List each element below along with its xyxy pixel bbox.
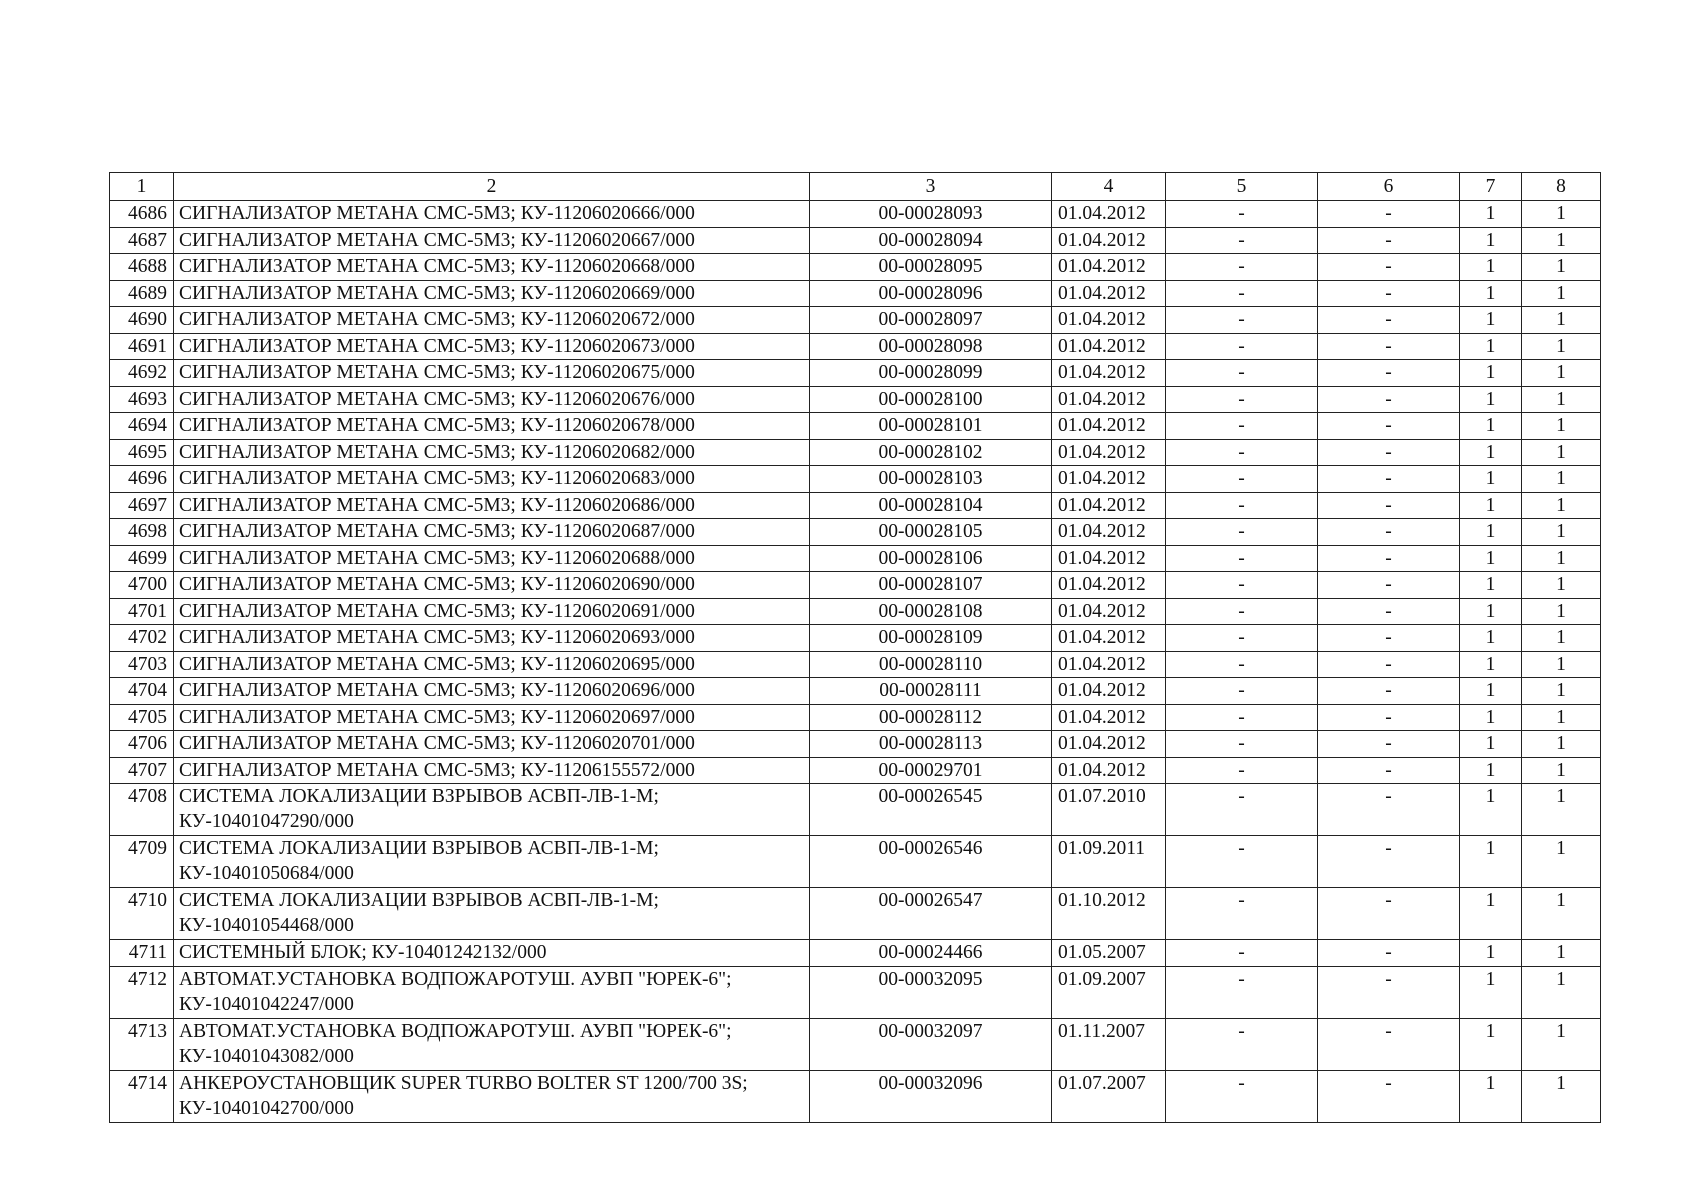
- col8-value-cell: 1: [1522, 966, 1601, 1018]
- col7-value-cell: 1: [1460, 731, 1522, 758]
- table-row: [110, 201, 1601, 228]
- table-row: [110, 492, 1601, 519]
- row-number-cell: 4701: [110, 598, 174, 625]
- item-name-cell: СИГНАЛИЗАТОР МЕТАНА СМС-5М3; КУ-11206155572/000: [174, 757, 810, 784]
- table-row: [110, 678, 1601, 705]
- col5-value-cell: -: [1166, 940, 1318, 967]
- col7-value-cell: 1: [1460, 966, 1522, 1018]
- col7-value-cell: 1: [1460, 254, 1522, 281]
- table-row: [110, 572, 1601, 599]
- col6-value-cell: -: [1318, 940, 1460, 967]
- col8-value-cell: 1: [1522, 678, 1601, 705]
- col8-value-cell: 1: [1522, 836, 1601, 888]
- inventory-code-cell: 00-00028103: [810, 466, 1052, 493]
- table-row: [110, 888, 1601, 940]
- date-cell: 01.04.2012: [1052, 466, 1166, 493]
- date-cell: 01.04.2012: [1052, 678, 1166, 705]
- row-number-cell: 4692: [110, 360, 174, 387]
- item-name-cell: СИГНАЛИЗАТОР МЕТАНА СМС-5М3; КУ-11206020668/000: [174, 254, 810, 281]
- table-row: [110, 1070, 1601, 1122]
- table-row: [110, 519, 1601, 546]
- col5-value-cell: -: [1166, 651, 1318, 678]
- table-body: [110, 201, 1601, 1123]
- header-col-2: 2: [174, 173, 810, 201]
- table-row: [110, 280, 1601, 307]
- item-name-cell: СИГНАЛИЗАТОР МЕТАНА СМС-5М3; КУ-11206020697/000: [174, 704, 810, 731]
- item-name-cell: АНКЕРОУСТАНОВЩИК SUPER TURBO BOLTER ST 1200/700 3S; КУ-10401042700/000: [174, 1070, 810, 1122]
- col5-value-cell: -: [1166, 1070, 1318, 1122]
- row-number-cell: 4695: [110, 439, 174, 466]
- row-number-cell: 4714: [110, 1070, 174, 1122]
- col5-value-cell: -: [1166, 227, 1318, 254]
- col7-value-cell: 1: [1460, 386, 1522, 413]
- col6-value-cell: -: [1318, 492, 1460, 519]
- table-row: [110, 333, 1601, 360]
- table-row: [110, 1018, 1601, 1070]
- col6-value-cell: -: [1318, 466, 1460, 493]
- col8-value-cell: 1: [1522, 466, 1601, 493]
- col5-value-cell: -: [1166, 678, 1318, 705]
- table-row: [110, 651, 1601, 678]
- inventory-code-cell: 00-00028112: [810, 704, 1052, 731]
- table-row: [110, 360, 1601, 387]
- col8-value-cell: 1: [1522, 307, 1601, 334]
- col5-value-cell: -: [1166, 731, 1318, 758]
- table-row: [110, 625, 1601, 652]
- col7-value-cell: 1: [1460, 439, 1522, 466]
- col7-value-cell: 1: [1460, 678, 1522, 705]
- table-row: [110, 545, 1601, 572]
- table-row: [110, 940, 1601, 967]
- col7-value-cell: 1: [1460, 1018, 1522, 1070]
- row-number-cell: 4687: [110, 227, 174, 254]
- col6-value-cell: -: [1318, 227, 1460, 254]
- col5-value-cell: -: [1166, 439, 1318, 466]
- table-row: [110, 731, 1601, 758]
- date-cell: 01.07.2007: [1052, 1070, 1166, 1122]
- table-row: [110, 757, 1601, 784]
- inventory-code-cell: 00-00026545: [810, 784, 1052, 836]
- inventory-code-cell: 00-00028099: [810, 360, 1052, 387]
- col6-value-cell: -: [1318, 888, 1460, 940]
- item-name-cell: СИГНАЛИЗАТОР МЕТАНА СМС-5М3; КУ-11206020682/000: [174, 439, 810, 466]
- col7-value-cell: 1: [1460, 360, 1522, 387]
- inventory-table: [109, 172, 1601, 1123]
- col8-value-cell: 1: [1522, 439, 1601, 466]
- inventory-code-cell: 00-00028096: [810, 280, 1052, 307]
- table-row: [110, 598, 1601, 625]
- col5-value-cell: -: [1166, 784, 1318, 836]
- col5-value-cell: -: [1166, 254, 1318, 281]
- table-row: [110, 254, 1601, 281]
- date-cell: 01.04.2012: [1052, 333, 1166, 360]
- col8-value-cell: 1: [1522, 386, 1601, 413]
- col6-value-cell: -: [1318, 572, 1460, 599]
- col6-value-cell: -: [1318, 333, 1460, 360]
- date-cell: 01.07.2010: [1052, 784, 1166, 836]
- col5-value-cell: -: [1166, 386, 1318, 413]
- item-name-cell: СИГНАЛИЗАТОР МЕТАНА СМС-5М3; КУ-11206020690/000: [174, 572, 810, 599]
- col6-value-cell: -: [1318, 598, 1460, 625]
- col6-value-cell: -: [1318, 836, 1460, 888]
- col5-value-cell: -: [1166, 519, 1318, 546]
- col7-value-cell: 1: [1460, 888, 1522, 940]
- table-row: [110, 836, 1601, 888]
- date-cell: 01.04.2012: [1052, 439, 1166, 466]
- col6-value-cell: -: [1318, 704, 1460, 731]
- item-name-cell: СИГНАЛИЗАТОР МЕТАНА СМС-5М3; КУ-11206020666/000: [174, 201, 810, 228]
- date-cell: 01.04.2012: [1052, 492, 1166, 519]
- date-cell: 01.10.2012: [1052, 888, 1166, 940]
- inventory-code-cell: 00-00028101: [810, 413, 1052, 440]
- item-name-cell: СИГНАЛИЗАТОР МЕТАНА СМС-5М3; КУ-11206020687/000: [174, 519, 810, 546]
- col8-value-cell: 1: [1522, 940, 1601, 967]
- col5-value-cell: -: [1166, 333, 1318, 360]
- col7-value-cell: 1: [1460, 413, 1522, 440]
- col7-value-cell: 1: [1460, 492, 1522, 519]
- date-cell: 01.04.2012: [1052, 651, 1166, 678]
- item-name-cell: СИГНАЛИЗАТОР МЕТАНА СМС-5М3; КУ-11206020673/000: [174, 333, 810, 360]
- col7-value-cell: 1: [1460, 651, 1522, 678]
- table-row: [110, 227, 1601, 254]
- col7-value-cell: 1: [1460, 333, 1522, 360]
- col5-value-cell: -: [1166, 836, 1318, 888]
- item-name-cell: СИГНАЛИЗАТОР МЕТАНА СМС-5М3; КУ-11206020667/000: [174, 227, 810, 254]
- inventory-code-cell: 00-00032096: [810, 1070, 1052, 1122]
- col6-value-cell: -: [1318, 519, 1460, 546]
- col6-value-cell: -: [1318, 439, 1460, 466]
- col6-value-cell: -: [1318, 280, 1460, 307]
- row-number-cell: 4686: [110, 201, 174, 228]
- col7-value-cell: 1: [1460, 1070, 1522, 1122]
- col7-value-cell: 1: [1460, 598, 1522, 625]
- date-cell: 01.09.2007: [1052, 966, 1166, 1018]
- inventory-code-cell: 00-00028107: [810, 572, 1052, 599]
- date-cell: 01.05.2007: [1052, 940, 1166, 967]
- col6-value-cell: -: [1318, 360, 1460, 387]
- col8-value-cell: 1: [1522, 757, 1601, 784]
- item-name-cell: СИГНАЛИЗАТОР МЕТАНА СМС-5М3; КУ-11206020696/000: [174, 678, 810, 705]
- col6-value-cell: -: [1318, 678, 1460, 705]
- row-number-cell: 4707: [110, 757, 174, 784]
- col8-value-cell: 1: [1522, 519, 1601, 546]
- col8-value-cell: 1: [1522, 227, 1601, 254]
- date-cell: 01.04.2012: [1052, 201, 1166, 228]
- date-cell: 01.04.2012: [1052, 572, 1166, 599]
- row-number-cell: 4702: [110, 625, 174, 652]
- col6-value-cell: -: [1318, 1018, 1460, 1070]
- row-number-cell: 4690: [110, 307, 174, 334]
- row-number-cell: 4689: [110, 280, 174, 307]
- item-name-cell: СИГНАЛИЗАТОР МЕТАНА СМС-5М3; КУ-11206020675/000: [174, 360, 810, 387]
- col5-value-cell: -: [1166, 360, 1318, 387]
- col8-value-cell: 1: [1522, 1070, 1601, 1122]
- header-col-7: 7: [1460, 173, 1522, 201]
- col7-value-cell: 1: [1460, 307, 1522, 334]
- col8-value-cell: 1: [1522, 360, 1601, 387]
- date-cell: 01.04.2012: [1052, 757, 1166, 784]
- inventory-code-cell: 00-00028104: [810, 492, 1052, 519]
- col8-value-cell: 1: [1522, 731, 1601, 758]
- col7-value-cell: 1: [1460, 545, 1522, 572]
- header-col-5: 5: [1166, 173, 1318, 201]
- inventory-code-cell: 00-00032097: [810, 1018, 1052, 1070]
- col8-value-cell: 1: [1522, 1018, 1601, 1070]
- col7-value-cell: 1: [1460, 466, 1522, 493]
- col7-value-cell: 1: [1460, 784, 1522, 836]
- col5-value-cell: -: [1166, 888, 1318, 940]
- col6-value-cell: -: [1318, 625, 1460, 652]
- col8-value-cell: 1: [1522, 201, 1601, 228]
- row-number-cell: 4688: [110, 254, 174, 281]
- item-name-cell: СИСТЕМА ЛОКАЛИЗАЦИИ ВЗРЫВОВ АСВП-ЛВ-1-М; КУ-10401050684/000: [174, 836, 810, 888]
- row-number-cell: 4697: [110, 492, 174, 519]
- col7-value-cell: 1: [1460, 201, 1522, 228]
- row-number-cell: 4700: [110, 572, 174, 599]
- item-name-cell: СИГНАЛИЗАТОР МЕТАНА СМС-5М3; КУ-11206020701/000: [174, 731, 810, 758]
- row-number-cell: 4698: [110, 519, 174, 546]
- table-row: [110, 784, 1601, 836]
- col5-value-cell: -: [1166, 704, 1318, 731]
- table-row: [110, 413, 1601, 440]
- col8-value-cell: 1: [1522, 784, 1601, 836]
- inventory-code-cell: 00-00028095: [810, 254, 1052, 281]
- row-number-cell: 4705: [110, 704, 174, 731]
- item-name-cell: СИСТЕМА ЛОКАЛИЗАЦИИ ВЗРЫВОВ АСВП-ЛВ-1-М; КУ-10401054468/000: [174, 888, 810, 940]
- item-name-cell: СИГНАЛИЗАТОР МЕТАНА СМС-5М3; КУ-11206020695/000: [174, 651, 810, 678]
- col6-value-cell: -: [1318, 201, 1460, 228]
- col6-value-cell: -: [1318, 966, 1460, 1018]
- date-cell: 01.04.2012: [1052, 598, 1166, 625]
- item-name-cell: СИГНАЛИЗАТОР МЕТАНА СМС-5М3; КУ-11206020678/000: [174, 413, 810, 440]
- col8-value-cell: 1: [1522, 598, 1601, 625]
- col5-value-cell: -: [1166, 572, 1318, 599]
- col7-value-cell: 1: [1460, 519, 1522, 546]
- item-name-cell: СИГНАЛИЗАТОР МЕТАНА СМС-5М3; КУ-11206020672/000: [174, 307, 810, 334]
- date-cell: 01.04.2012: [1052, 254, 1166, 281]
- header-col-8: 8: [1522, 173, 1601, 201]
- row-number-cell: 4711: [110, 940, 174, 967]
- table-row: [110, 439, 1601, 466]
- date-cell: 01.04.2012: [1052, 731, 1166, 758]
- item-name-cell: АВТОМАТ.УСТАНОВКА ВОДПОЖАРОТУШ. АУВП "ЮРЕК-6"; КУ-10401043082/000: [174, 1018, 810, 1070]
- row-number-cell: 4693: [110, 386, 174, 413]
- row-number-cell: 4696: [110, 466, 174, 493]
- item-name-cell: СИСТЕМА ЛОКАЛИЗАЦИИ ВЗРЫВОВ АСВП-ЛВ-1-М; КУ-10401047290/000: [174, 784, 810, 836]
- date-cell: 01.11.2007: [1052, 1018, 1166, 1070]
- col5-value-cell: -: [1166, 413, 1318, 440]
- col6-value-cell: -: [1318, 1070, 1460, 1122]
- inventory-code-cell: 00-00028105: [810, 519, 1052, 546]
- col8-value-cell: 1: [1522, 651, 1601, 678]
- header-col-6: 6: [1318, 173, 1460, 201]
- inventory-code-cell: 00-00028106: [810, 545, 1052, 572]
- col6-value-cell: -: [1318, 731, 1460, 758]
- col5-value-cell: -: [1166, 966, 1318, 1018]
- col6-value-cell: -: [1318, 784, 1460, 836]
- row-number-cell: 4691: [110, 333, 174, 360]
- inventory-code-cell: 00-00028093: [810, 201, 1052, 228]
- date-cell: 01.04.2012: [1052, 519, 1166, 546]
- item-name-cell: АВТОМАТ.УСТАНОВКА ВОДПОЖАРОТУШ. АУВП "ЮРЕК-6"; КУ-10401042247/000: [174, 966, 810, 1018]
- inventory-code-cell: 00-00028102: [810, 439, 1052, 466]
- col8-value-cell: 1: [1522, 280, 1601, 307]
- header-col-1: 1: [110, 173, 174, 201]
- col7-value-cell: 1: [1460, 625, 1522, 652]
- inventory-code-cell: 00-00028098: [810, 333, 1052, 360]
- row-number-cell: 4704: [110, 678, 174, 705]
- inventory-code-cell: 00-00028097: [810, 307, 1052, 334]
- table-row: [110, 386, 1601, 413]
- row-number-cell: 4703: [110, 651, 174, 678]
- col8-value-cell: 1: [1522, 625, 1601, 652]
- col8-value-cell: 1: [1522, 492, 1601, 519]
- table-row: [110, 704, 1601, 731]
- date-cell: 01.04.2012: [1052, 360, 1166, 387]
- col7-value-cell: 1: [1460, 757, 1522, 784]
- col5-value-cell: -: [1166, 757, 1318, 784]
- date-cell: 01.04.2012: [1052, 386, 1166, 413]
- col6-value-cell: -: [1318, 413, 1460, 440]
- table-row: [110, 966, 1601, 1018]
- date-cell: 01.04.2012: [1052, 625, 1166, 652]
- col5-value-cell: -: [1166, 492, 1318, 519]
- col5-value-cell: -: [1166, 598, 1318, 625]
- inventory-code-cell: 00-00028094: [810, 227, 1052, 254]
- table-row: [110, 466, 1601, 493]
- header-row: [110, 173, 1601, 201]
- row-number-cell: 4710: [110, 888, 174, 940]
- inventory-code-cell: 00-00028108: [810, 598, 1052, 625]
- date-cell: 01.04.2012: [1052, 413, 1166, 440]
- col8-value-cell: 1: [1522, 888, 1601, 940]
- col7-value-cell: 1: [1460, 704, 1522, 731]
- row-number-cell: 4709: [110, 836, 174, 888]
- table-row: [110, 307, 1601, 334]
- inventory-code-cell: 00-00032095: [810, 966, 1052, 1018]
- col6-value-cell: -: [1318, 545, 1460, 572]
- col5-value-cell: -: [1166, 1018, 1318, 1070]
- col7-value-cell: 1: [1460, 836, 1522, 888]
- col8-value-cell: 1: [1522, 704, 1601, 731]
- inventory-code-cell: 00-00028111: [810, 678, 1052, 705]
- inventory-code-cell: 00-00029701: [810, 757, 1052, 784]
- header-col-4: 4: [1052, 173, 1166, 201]
- col6-value-cell: -: [1318, 254, 1460, 281]
- col8-value-cell: 1: [1522, 333, 1601, 360]
- inventory-code-cell: 00-00028113: [810, 731, 1052, 758]
- col7-value-cell: 1: [1460, 227, 1522, 254]
- col7-value-cell: 1: [1460, 280, 1522, 307]
- item-name-cell: СИГНАЛИЗАТОР МЕТАНА СМС-5М3; КУ-11206020686/000: [174, 492, 810, 519]
- row-number-cell: 4699: [110, 545, 174, 572]
- col8-value-cell: 1: [1522, 254, 1601, 281]
- item-name-cell: СИГНАЛИЗАТОР МЕТАНА СМС-5М3; КУ-11206020683/000: [174, 466, 810, 493]
- item-name-cell: СИГНАЛИЗАТОР МЕТАНА СМС-5М3; КУ-11206020691/000: [174, 598, 810, 625]
- row-number-cell: 4713: [110, 1018, 174, 1070]
- item-name-cell: СИГНАЛИЗАТОР МЕТАНА СМС-5М3; КУ-11206020688/000: [174, 545, 810, 572]
- col8-value-cell: 1: [1522, 413, 1601, 440]
- date-cell: 01.04.2012: [1052, 227, 1166, 254]
- item-name-cell: СИГНАЛИЗАТОР МЕТАНА СМС-5М3; КУ-11206020693/000: [174, 625, 810, 652]
- col6-value-cell: -: [1318, 386, 1460, 413]
- col5-value-cell: -: [1166, 201, 1318, 228]
- col5-value-cell: -: [1166, 466, 1318, 493]
- date-cell: 01.04.2012: [1052, 280, 1166, 307]
- inventory-code-cell: 00-00028100: [810, 386, 1052, 413]
- inventory-code-cell: 00-00028109: [810, 625, 1052, 652]
- col7-value-cell: 1: [1460, 572, 1522, 599]
- col5-value-cell: -: [1166, 625, 1318, 652]
- inventory-code-cell: 00-00028110: [810, 651, 1052, 678]
- col8-value-cell: 1: [1522, 572, 1601, 599]
- item-name-cell: СИСТЕМНЫЙ БЛОК; КУ-10401242132/000: [174, 940, 810, 967]
- inventory-code-cell: 00-00026546: [810, 836, 1052, 888]
- col5-value-cell: -: [1166, 307, 1318, 334]
- item-name-cell: СИГНАЛИЗАТОР МЕТАНА СМС-5М3; КУ-11206020669/000: [174, 280, 810, 307]
- col6-value-cell: -: [1318, 307, 1460, 334]
- col6-value-cell: -: [1318, 651, 1460, 678]
- inventory-code-cell: 00-00026547: [810, 888, 1052, 940]
- inventory-code-cell: 00-00024466: [810, 940, 1052, 967]
- header-col-3: 3: [810, 173, 1052, 201]
- row-number-cell: 4694: [110, 413, 174, 440]
- row-number-cell: 4706: [110, 731, 174, 758]
- date-cell: 01.04.2012: [1052, 545, 1166, 572]
- row-number-cell: 4708: [110, 784, 174, 836]
- row-number-cell: 4712: [110, 966, 174, 1018]
- col7-value-cell: 1: [1460, 940, 1522, 967]
- date-cell: 01.04.2012: [1052, 704, 1166, 731]
- col6-value-cell: -: [1318, 757, 1460, 784]
- date-cell: 01.09.2011: [1052, 836, 1166, 888]
- col8-value-cell: 1: [1522, 545, 1601, 572]
- col5-value-cell: -: [1166, 280, 1318, 307]
- date-cell: 01.04.2012: [1052, 307, 1166, 334]
- col5-value-cell: -: [1166, 545, 1318, 572]
- item-name-cell: СИГНАЛИЗАТОР МЕТАНА СМС-5М3; КУ-11206020676/000: [174, 386, 810, 413]
